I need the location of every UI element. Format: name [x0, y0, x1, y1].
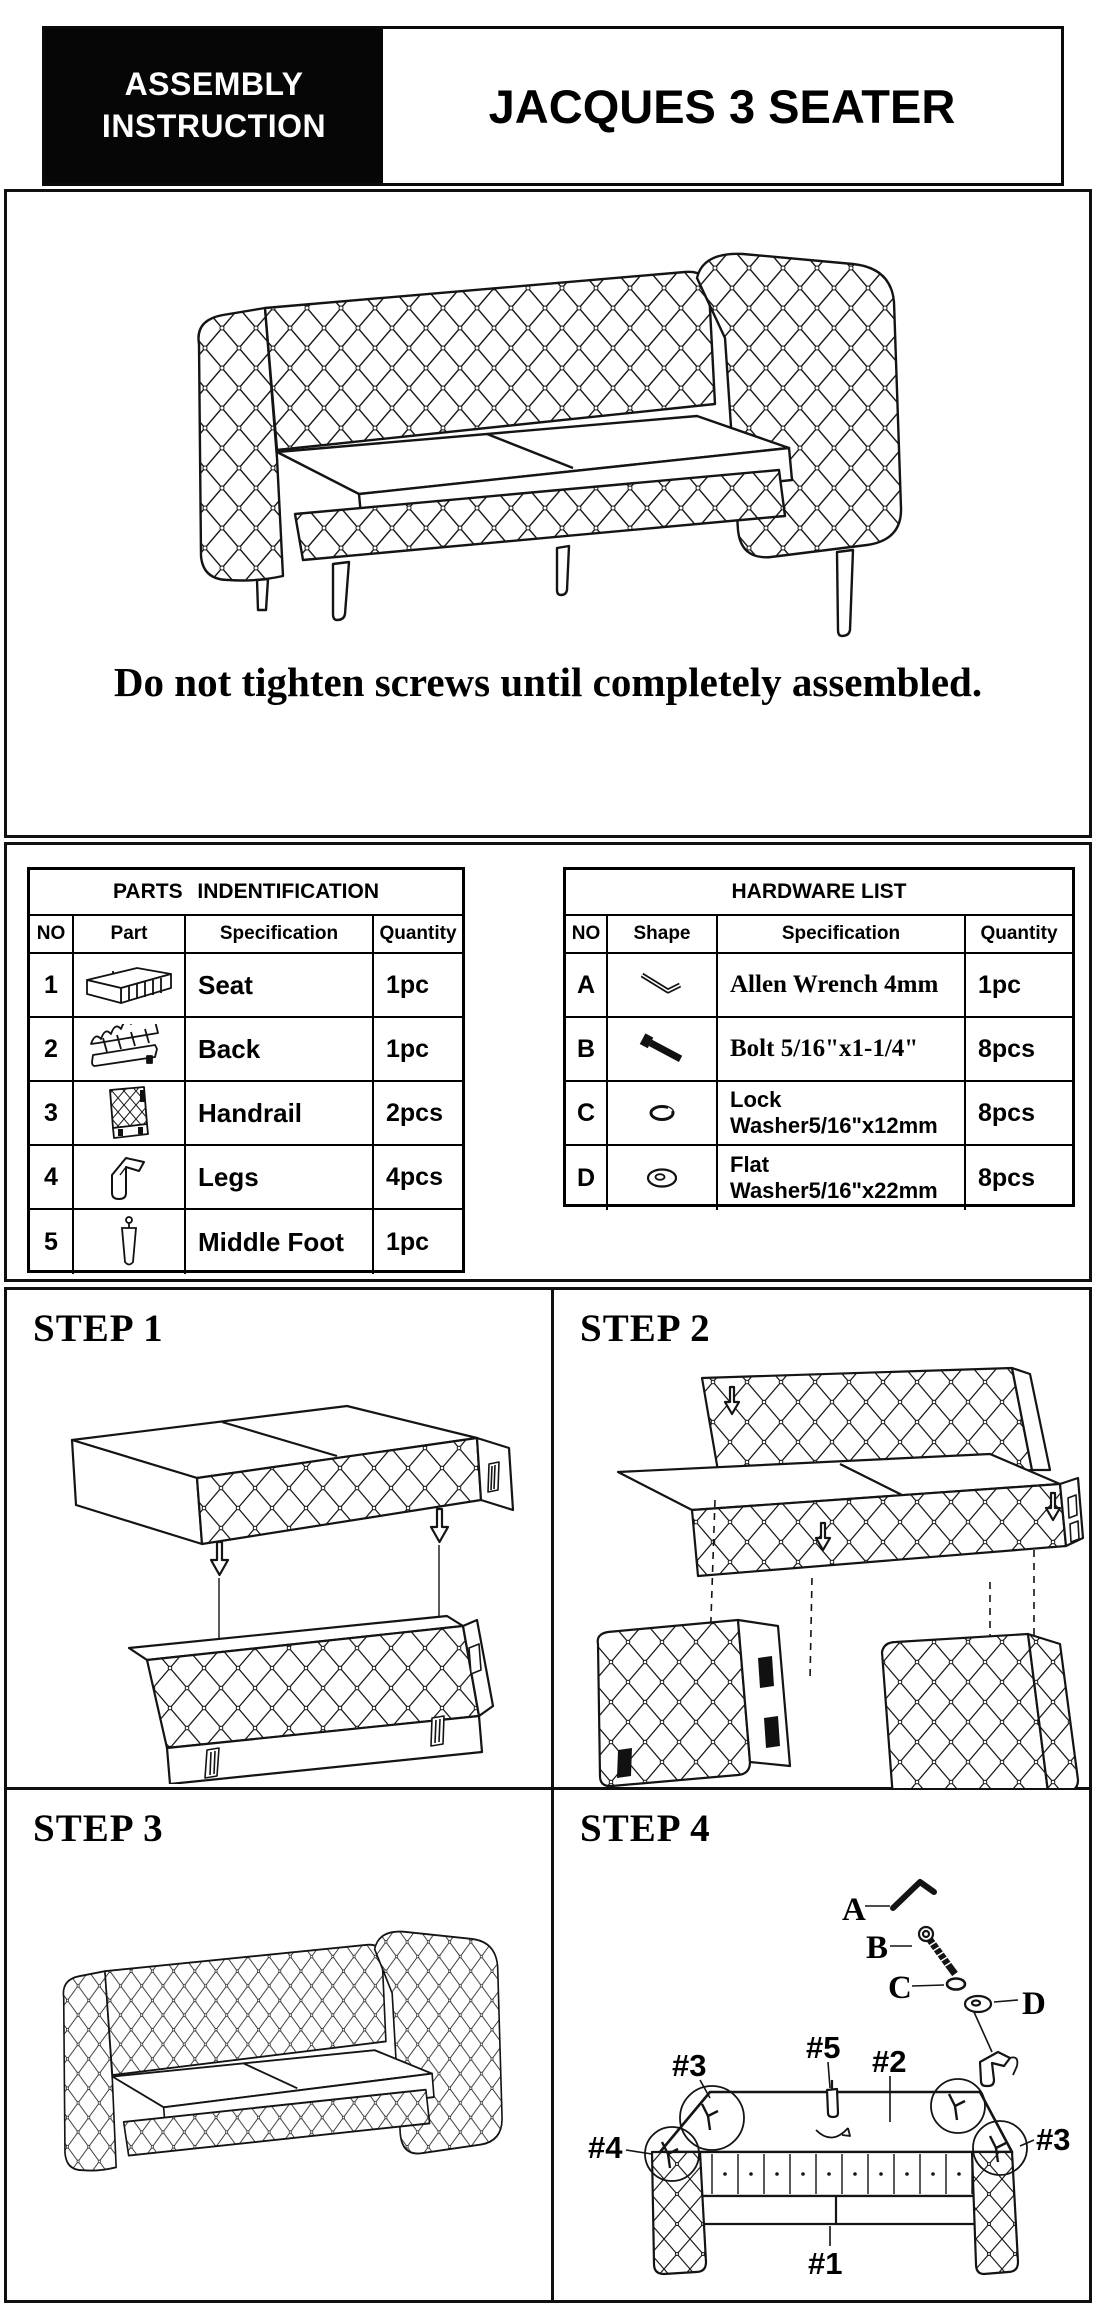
product-illustration-panel — [4, 189, 1092, 838]
step3-title: STEP 3 — [33, 1807, 164, 1850]
step2-title: STEP 2 — [580, 1307, 711, 1350]
part-no: 5 — [30, 1210, 74, 1274]
part-qty: 2pcs — [374, 1082, 462, 1146]
page-title: JACQUES 3 SEATER — [488, 79, 956, 133]
col-qty: Quantity — [966, 916, 1072, 954]
part-qty: 1pc — [374, 1018, 462, 1082]
parts-table-header — [30, 916, 462, 954]
step2-diagram — [560, 1342, 1086, 1788]
lock-washer-icon — [642, 1100, 682, 1126]
hardware-qty: 8pcs — [978, 1163, 1035, 1192]
step1-diagram — [17, 1348, 545, 1784]
table-row — [30, 1018, 462, 1082]
hardware-label-d: D — [1022, 1986, 1046, 2022]
badge-line2: INSTRUCTION — [101, 108, 327, 144]
step1-title: STEP 1 — [33, 1307, 164, 1350]
col-part: Part — [74, 916, 186, 954]
table-row — [566, 954, 1072, 1018]
step3-panel — [4, 1790, 554, 2303]
hardware-qty: 1pc — [966, 954, 1072, 1018]
part-no: 4 — [30, 1146, 74, 1210]
bolt-icon — [919, 1927, 955, 1974]
hardware-qty: 8pcs — [966, 1082, 1072, 1146]
handrail-part-icon — [100, 1084, 158, 1142]
part-spec: Handrail — [186, 1082, 374, 1146]
flat-washer-icon — [640, 1164, 684, 1192]
hardware-spec: Lock Washer5/16"x12mm — [718, 1082, 966, 1146]
step4-title: STEP 4 — [580, 1807, 711, 1850]
hardware-no: D — [566, 1146, 608, 1210]
allen-wrench-icon — [634, 967, 690, 1003]
parts-table-title: PARTS INDENTIFICATION — [30, 870, 462, 916]
parts-identification-table — [27, 867, 465, 1273]
table-row — [30, 1082, 462, 1146]
part-label-3-right: #3 — [1036, 2122, 1071, 2157]
middle-foot-part-icon — [114, 1214, 144, 1270]
col-shape: Shape — [608, 916, 718, 954]
hardware-spec: Bolt 5/16"x1-1/4" — [718, 1018, 966, 1082]
hardware-label-a: A — [842, 1892, 866, 1928]
table-row — [566, 1146, 1072, 1210]
hardware-table-title: HARDWARE LIST — [566, 870, 1072, 916]
col-qty: Quantity — [374, 916, 462, 954]
part-label-2: #2 — [872, 2044, 907, 2079]
hardware-no: C — [566, 1082, 608, 1146]
hardware-label-c: C — [888, 1970, 912, 2006]
hardware-label-b: B — [866, 1930, 889, 1966]
part-qty: 1pc — [386, 1227, 430, 1256]
part-spec: Legs — [186, 1146, 374, 1210]
hardware-qty: 8pcs — [966, 1018, 1072, 1082]
part-label-3-left: #3 — [672, 2048, 707, 2083]
part-spec: Back — [186, 1018, 374, 1082]
flat-washer-icon — [965, 1996, 991, 2012]
part-label-5: #5 — [806, 2030, 841, 2065]
hardware-spec: Flat Washer5/16"x22mm — [718, 1146, 966, 1210]
assembly-instruction-badge — [45, 29, 383, 183]
step1-panel — [4, 1287, 554, 1790]
step4-panel — [554, 1790, 1092, 2303]
part-qty: 1pc — [374, 954, 462, 1018]
allen-wrench-icon — [893, 1882, 934, 1908]
hardware-table-header — [566, 916, 1072, 954]
hardware-no: B — [566, 1018, 608, 1082]
part-label-1: #1 — [808, 2246, 843, 2281]
part-label-4: #4 — [588, 2130, 623, 2165]
leg-bracket-icon — [980, 2052, 1010, 2086]
col-spec: Specification — [186, 916, 374, 954]
hardware-no: A — [566, 954, 608, 1018]
step4-diagram — [560, 1834, 1087, 2296]
sofa-illustration — [137, 208, 967, 648]
table-row — [566, 1018, 1072, 1082]
part-no: 2 — [30, 1018, 74, 1082]
table-row — [566, 1082, 1072, 1146]
legs-part-icon — [106, 1151, 152, 1203]
hardware-list-table — [563, 867, 1075, 1207]
header — [42, 26, 1064, 186]
seat-part-icon — [83, 962, 175, 1008]
part-no: 3 — [30, 1082, 74, 1146]
warning-text: Do not tighten screws until completely assembled. — [113, 659, 983, 705]
tables-panel — [4, 842, 1092, 1282]
col-spec: Specification — [718, 916, 966, 954]
back-part-icon — [83, 1024, 175, 1074]
table-row — [30, 954, 462, 1018]
table-row — [30, 1210, 462, 1274]
lock-washer-icon — [947, 1979, 965, 1990]
col-no: NO — [566, 916, 608, 954]
sofa-legs — [257, 546, 853, 636]
part-spec: Seat — [186, 954, 374, 1018]
middle-foot-icon — [827, 2089, 838, 2117]
part-qty: 4pcs — [374, 1146, 462, 1210]
part-no: 1 — [30, 954, 74, 1018]
hardware-spec: Allen Wrench 4mm — [718, 954, 966, 1018]
badge-line1: ASSEMBLY — [124, 66, 304, 103]
step2-panel — [554, 1287, 1092, 1790]
part-spec: Middle Foot — [186, 1210, 374, 1274]
bolt-icon — [634, 1030, 690, 1068]
col-no: NO — [30, 916, 74, 954]
table-row — [30, 1146, 462, 1210]
step3-diagram — [25, 1898, 537, 2198]
